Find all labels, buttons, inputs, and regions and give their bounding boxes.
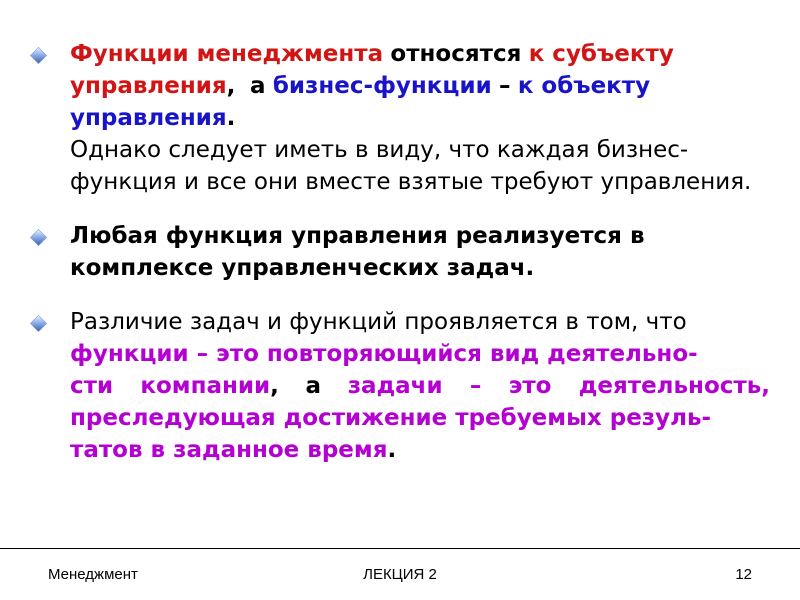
bullet-3-line-1: Различие задач и функций проявляется в том, что xyxy=(70,309,687,335)
text-period: . xyxy=(226,105,236,131)
bullet-item-3 xyxy=(30,306,770,466)
bullet-3-line-5 xyxy=(70,434,770,466)
bullet-3-line-3 xyxy=(70,370,770,402)
footer-course-name: Менеджмент xyxy=(48,566,138,583)
text-results-time: татов в заданное время xyxy=(70,437,388,463)
bullet-3-line-2: функции – это повторяющийся вид деятельно- xyxy=(70,341,698,367)
text-and-2: а xyxy=(305,373,322,399)
text-and: а xyxy=(250,73,266,99)
diamond-bullet-icon xyxy=(31,48,47,64)
text-management-word: управления xyxy=(70,73,227,99)
text-comma: , xyxy=(226,73,236,99)
text-management-functions: Функции менеджмента xyxy=(70,41,384,67)
bullet-2-line-1: Любая функция управления реализуется в xyxy=(70,223,645,249)
bullet-1-line-2 xyxy=(70,70,770,102)
text-dash: – xyxy=(499,73,511,99)
text-relate: относятся xyxy=(390,41,522,67)
footer-page-number: 12 xyxy=(735,566,752,583)
bullet-1-line-5: функция и все они вместе взятые требуют управления. xyxy=(70,169,752,195)
text-company: сти компании xyxy=(70,373,271,399)
text-management-word-2: управления xyxy=(70,105,227,131)
bullet-item-1 xyxy=(30,38,770,198)
text-period-2: . xyxy=(387,437,397,463)
diamond-bullet-icon xyxy=(31,230,47,246)
bullet-item-2 xyxy=(30,220,770,284)
text-to-object: к объекту xyxy=(517,73,651,99)
text-comma-2: , xyxy=(270,373,279,399)
footer-divider xyxy=(0,548,800,549)
bullet-3-line-4: преследующая достижение требуемых резуль- xyxy=(70,405,712,431)
text-business-functions: бизнес-функции xyxy=(272,73,492,99)
text-to-subject: к субъекту xyxy=(528,41,674,67)
bullet-1-line-1 xyxy=(70,38,770,70)
bullet-list xyxy=(30,38,770,488)
text-tasks-activity: задачи – это деятельность, xyxy=(347,373,770,399)
diamond-bullet-icon xyxy=(31,316,47,332)
bullet-1-line-4: Однако следует иметь в виду, что каждая бизнес- xyxy=(70,137,689,163)
bullet-1-line-3 xyxy=(70,102,770,134)
bullet-2-line-2: комплексе управленческих задач. xyxy=(70,255,535,281)
footer-lecture-label: ЛЕКЦИЯ 2 xyxy=(363,566,437,583)
